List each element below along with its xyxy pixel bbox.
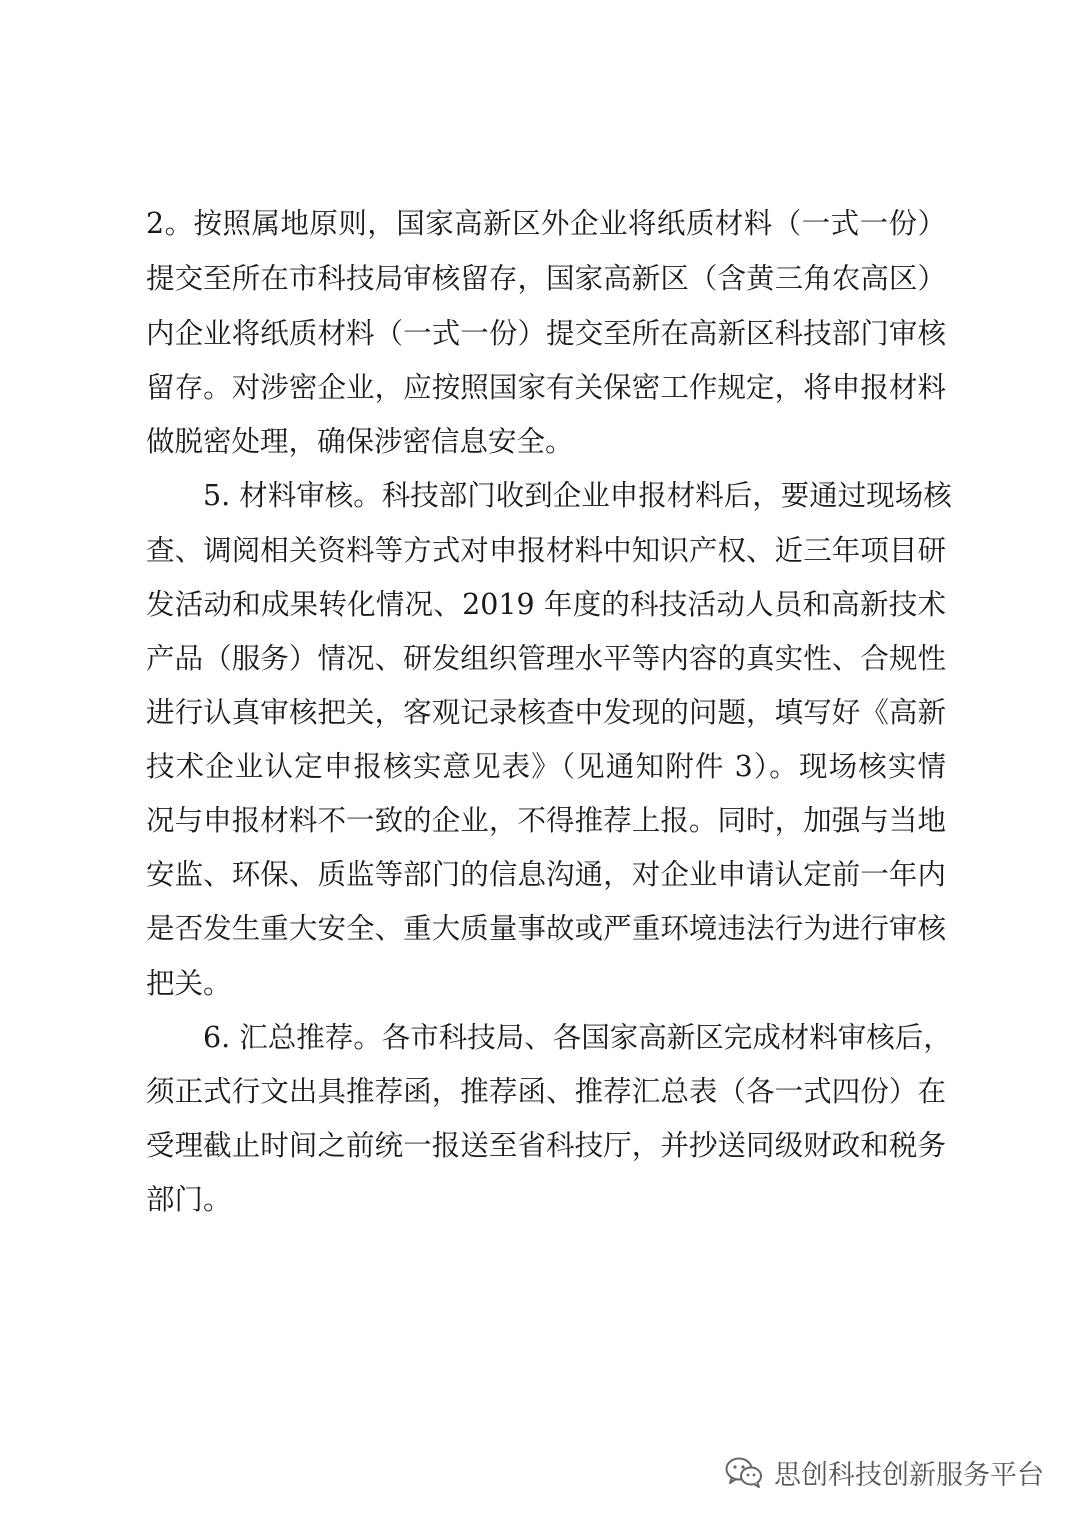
text-line: 发活动和成果转化情况、2019 年度的科技活动人员和高新技术 — [146, 588, 946, 621]
text-line: 是否发生重大安全、重大质量事故或严重环境违法行为进行审核 — [146, 912, 946, 945]
text-line: 部门。 — [146, 1183, 232, 1216]
text-line: 把关。 — [146, 967, 232, 1000]
text-line: 6. 汇总推荐。各市科技局、各国家高新区完成材料审核后， — [203, 1021, 952, 1054]
text-line: 做脱密处理，确保涉密信息安全。 — [146, 425, 574, 458]
text-line: 留存。对涉密企业，应按照国家有关保密工作规定，将申报材料 — [146, 371, 946, 404]
watermark-text: 思创科技创新服务平台 — [774, 1459, 1044, 1491]
text-line: 安监、环保、质监等部门的信息沟通，对企业申请认定前一年内 — [146, 858, 946, 891]
text-line: 况与申报材料不一致的企业，不得推荐上报。同时，加强与当地 — [146, 804, 946, 837]
text-line: 受理截止时间之前统一报送至省科技厅，并抄送同级财政和税务 — [146, 1129, 946, 1162]
text-line: 提交至所在市科技局审核留存，国家高新区（含黄三角农高区） — [146, 262, 946, 295]
text-line: 技术企业认定申报核实意见表》（见通知附件 3）。现场核实情 — [146, 750, 946, 783]
text-line: 须正式行文出具推荐函，推荐函、推荐汇总表（各一式四份）在 — [146, 1075, 946, 1108]
text-line: 2。按照属地原则，国家高新区外企业将纸质材料（一式一份） — [146, 207, 946, 240]
wechat-icon — [724, 1455, 764, 1489]
watermark — [724, 1450, 1044, 1494]
text-line: 进行认真审核把关，客观记录核查中发现的问题，填写好《高新 — [146, 696, 946, 729]
text-line: 产品（服务）情况、研发组织管理水平等内容的真实性、合规性 — [146, 642, 946, 675]
text-line: 5. 材料审核。科技部门收到企业申报材料后，要通过现场核 — [203, 479, 952, 512]
text-line: 查、调阅相关资料等方式对申报材料中知识产权、近三年项目研 — [146, 534, 946, 567]
text-line: 内企业将纸质材料（一式一份）提交至所在高新区科技部门审核 — [146, 317, 946, 350]
